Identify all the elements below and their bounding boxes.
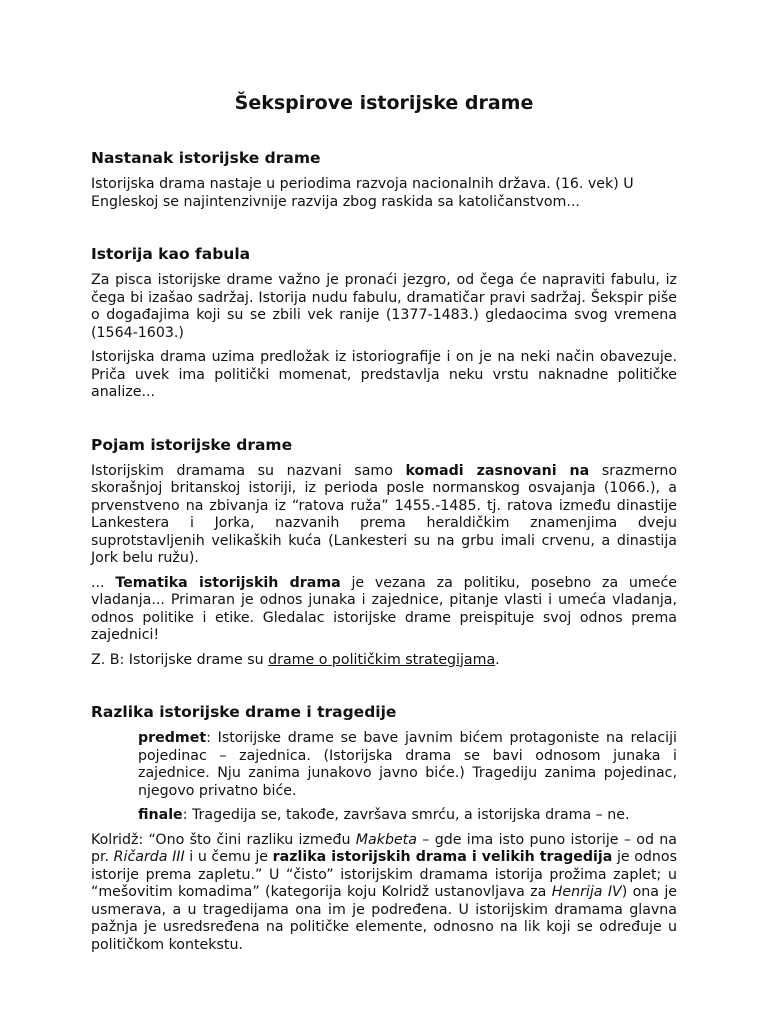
italic-text: Ričarda III: [113, 849, 185, 865]
underlined-text: drame o političkim strategijama: [268, 651, 496, 668]
text-run: je vezana za politiku, posebno za umeće vladanja... Primaran je odnos junaka i zajednice, pitanje vlasti i umeća vladanja, odnos politike i etike. Gledalac istorijske drame preispituje svoj odnos prema zajednici!: [91, 574, 677, 643]
paragraph: [91, 463, 677, 568]
text-run: srazmerno skorašnjoj britanskoj istoriji, iz perioda posle normanskog osvajanja (1066.), a prvenstveno na zbivanja iz “ratova ruža” 1455.-1485. tj. ratova između dinastije Lankestera i Jorka, nazvanih prema heraldičkim znamenjima dveju suprotstavljenih velikaških kuća (Lankesteri su na grbu imali crvenu, a dinastija Jork belu ružu).: [91, 462, 677, 566]
text-run: Z. B: Istorijske drame su: [91, 651, 269, 668]
text-run: Istorijskim dramama su nazvani samo: [91, 462, 406, 479]
bold-text: finale: [138, 807, 183, 823]
section-heading: Istorija kao fabula: [91, 245, 251, 263]
paragraph: Istorijska drama nastaje u periodima razvoja nacionalnih država. (16. vek) U Engleskoj se najintenzivnije razvija zbog raskida sa katoličanstvom...: [91, 176, 634, 210]
paragraph: Za pisca istorijske drame važno je pronaći jezgro, od čega će napraviti fabulu, iz čega bi izašao sadržaj. Istorija nudu fabulu, dramatičar pravi sadržaj. Šekspir piše o događajima koji su se zbili vek ranije (1377-1483.) gledaocima svog vremena (1564-1603.): [91, 272, 677, 341]
text-run: ) ona je usmerava, a u tragedijama ona im je podređena. U istorijskim dramama glavna pažnja je usredsređena na političke elemente, odnosno na lik koji se određuje u političkom kontekstu.: [91, 884, 678, 953]
italic-text: Makbeta: [355, 831, 417, 848]
text-run: je odnos istorije prema zapletu.” U “čisto” istorijskim dramama istorija prožima zaplet; u “mešovitim komadima” (kategorija koju Kolridž ustanovljava za: [91, 849, 677, 900]
paragraph: [91, 652, 677, 670]
bold-text: Tematika istorijskih drama: [115, 574, 341, 591]
bold-text: razlika istorijskih drama i velikih tragedija: [272, 849, 613, 865]
italic-text: Henrija IV: [551, 884, 622, 900]
bold-text: predmet: [138, 730, 207, 746]
paragraph: [91, 575, 677, 645]
section-heading: Razlika istorijske drame i tragedije: [91, 703, 397, 721]
text-run: .: [495, 651, 500, 668]
text-run: i u čemu je: [184, 849, 273, 865]
paragraph: [91, 832, 677, 955]
text-run: : Istorijske drame se bave javnim bićem protagoniste na relaciji pojedinac – zajednica. (Istorijska drama se bavi odnosom junaka i zajednice. Nju zanima junakovo javno biće.) Tragediju zanima pojedinac, njegovo privatno biće.: [138, 730, 677, 799]
paragraph: Istorijska drama uzima predložak iz istoriografije i on je na neki način obavezuje. Priča uvek ima politički momenat, predstavlja neku vrstu naknadne političke analize...: [91, 349, 677, 400]
page-title: Šekspirove istorijske drame: [234, 92, 534, 114]
section-heading: Pojam istorijske drame: [91, 435, 293, 454]
bold-text: komadi zasnovani na: [405, 462, 590, 479]
text-run: ...: [91, 574, 116, 591]
section-heading: Nastanak istorijske drame: [91, 149, 321, 167]
text-run: Kolridž: “Ono što čini razliku između: [91, 831, 356, 848]
text-run: : Tragedija se, takođe, završava smrću, a istorijska drama – ne.: [182, 807, 630, 823]
indented-paragraph: [138, 730, 677, 800]
indented-paragraph: [138, 807, 677, 825]
text-run: – gde ima isto puno istorije – od na pr.: [91, 831, 677, 865]
